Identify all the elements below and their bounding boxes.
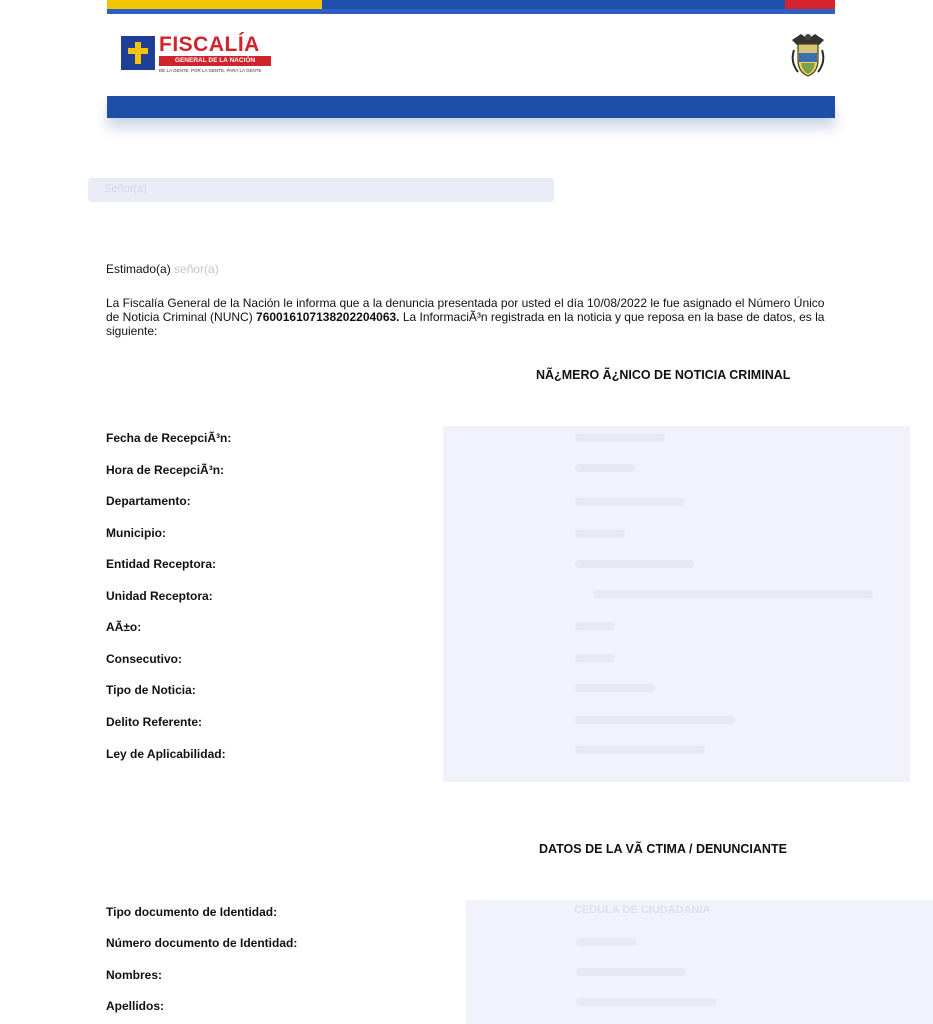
value-placeholder (576, 968, 686, 976)
label-entidad-receptora: Entidad Receptora: (106, 557, 217, 571)
value-placeholder (593, 590, 873, 598)
nunc-number: 760016107138202204063. (256, 310, 400, 324)
value-placeholder (575, 622, 615, 630)
label-ley-aplicabilidad: Ley de Aplicabilidad: (106, 747, 226, 761)
label-tipo-documento: Tipo documento de Identidad: (106, 905, 278, 919)
stripe-underline (107, 9, 835, 14)
stripe-yellow (107, 0, 322, 9)
value-placeholder (575, 654, 615, 662)
intro-text-2: le fue asignado el Número Único de Noticia Criminal (NUNC) (106, 296, 825, 324)
intro-date: 10/08/2022 (586, 296, 648, 310)
logo-slogan: DE LA GENTE, POR LA GENTE, PARA LA GENTE (159, 68, 262, 73)
intro-text-1: La Fiscalía General de la Nación le informa que a la denuncia presentada por usted el día (106, 296, 587, 310)
fiscalia-logo (121, 33, 281, 80)
greeting-faded: señor(a) (170, 262, 219, 276)
logo-name: FISCALÍA (159, 33, 260, 56)
value-tipo-documento: CEDULA DE CIUDADANIA (574, 904, 711, 916)
greeting-text: Estimado(a) (106, 262, 171, 276)
label-unidad-receptora: Unidad Receptora: (106, 589, 213, 603)
label-nombres: Nombres: (106, 968, 163, 982)
label-hora-recepcion: Hora de RecepciÃ³n: (106, 463, 225, 477)
logo-subtitle: GENERAL DE LA NACIÓN (159, 56, 271, 66)
section-title-victima: DATOS DE LA VÃ CTIMA / DENUNCIANTE (539, 842, 787, 856)
value-placeholder (575, 464, 635, 472)
label-departamento: Departamento: (106, 494, 191, 508)
addressee-salutation: Señor(a) (104, 183, 147, 195)
value-placeholder (575, 746, 705, 754)
value-placeholder (576, 998, 716, 1006)
label-municipio: Municipio: (106, 526, 166, 540)
addressee-line (88, 178, 554, 202)
intro-paragraph (106, 296, 841, 338)
value-placeholder (575, 434, 665, 442)
value-placeholder (575, 498, 685, 506)
label-numero-documento: Número documento de Identidad: (106, 936, 298, 950)
value-placeholder (575, 684, 655, 692)
nunc-values-panel (443, 426, 910, 782)
label-consecutivo: Consecutivo: (106, 652, 183, 666)
intro-text-3: La InformaciÃ³n registrada en la noticia y que reposa en la base de datos, es la siguiente: (106, 310, 825, 338)
section-title-nunc: NÃ¿MERO Ã¿NICO DE NOTICIA CRIMINAL (536, 368, 791, 382)
stripe-red (785, 0, 835, 9)
greeting (106, 262, 219, 276)
cross-emblem-icon (121, 36, 155, 70)
victim-values-panel (466, 900, 933, 1024)
label-ano: AÃ±o: (106, 620, 142, 634)
value-placeholder (575, 560, 695, 568)
value-placeholder (575, 530, 625, 538)
header-color-stripes (107, 0, 835, 14)
header-blue-band (107, 96, 835, 118)
label-fecha-recepcion: Fecha de RecepciÃ³n: (106, 431, 232, 445)
coat-of-arms-icon (788, 30, 828, 80)
value-placeholder (575, 716, 735, 724)
stripe-blue (322, 0, 785, 9)
label-tipo-noticia: Tipo de Noticia: (106, 683, 196, 697)
label-delito-referente: Delito Referente: (106, 715, 203, 729)
label-apellidos: Apellidos: (106, 999, 165, 1013)
value-placeholder (576, 938, 636, 946)
